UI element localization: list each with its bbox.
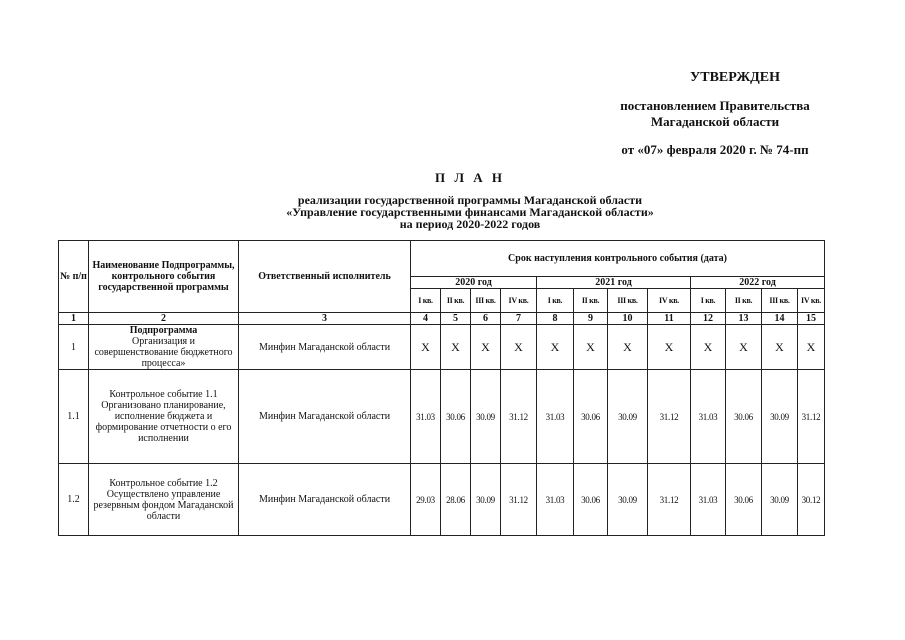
approval-title: УТВЕРЖДЕН: [689, 70, 781, 85]
column-number: 12: [691, 313, 726, 325]
row-number: 1: [59, 325, 89, 370]
row-number: 1.2: [59, 464, 89, 536]
row-value: Х: [798, 325, 825, 370]
row-value: 30.09: [471, 370, 501, 464]
column-number: 3: [239, 313, 411, 325]
header-executor: Ответственный исполнитель: [239, 241, 411, 313]
table-row: [59, 325, 825, 370]
row-executor: Минфин Магаданской области: [239, 325, 411, 370]
row-value: Х: [608, 325, 648, 370]
row-number: 1.1: [59, 370, 89, 464]
row-value: 31.12: [501, 370, 537, 464]
row-name-text: Организация и совершенствование бюджетного процесса»: [94, 336, 233, 369]
row-executor: Минфин Магаданской области: [239, 370, 411, 464]
header-quarter: II кв.: [726, 289, 762, 313]
row-value: 30.09: [608, 464, 648, 536]
header-year-2020: 2020 год: [411, 277, 537, 289]
column-number: 5: [441, 313, 471, 325]
row-name-bold: Подпрограмма: [129, 325, 198, 336]
row-value: 30.06: [441, 370, 471, 464]
plan-line-3: на период 2020-2022 годов: [399, 217, 541, 231]
row-value: 30.12: [798, 464, 825, 536]
header-quarter: IV кв.: [798, 289, 825, 313]
row-value: 30.09: [762, 464, 798, 536]
column-number: 13: [726, 313, 762, 325]
table-row: [59, 464, 825, 536]
row-value: Х: [648, 325, 691, 370]
approval-line-1: постановлением Правительства: [620, 98, 810, 113]
column-number: 8: [537, 313, 574, 325]
row-value: 31.12: [648, 370, 691, 464]
row-name: Контрольное событие 1.1 Организовано планирование, исполнение бюджета и формирование отчетности о его исполнении: [89, 370, 239, 464]
header-quarter: I кв.: [537, 289, 574, 313]
header-quarter: IV кв.: [501, 289, 537, 313]
row-value: 30.09: [608, 370, 648, 464]
header-name: Наименование Подпрограммы, контрольного события государственной программы: [89, 241, 239, 313]
column-number: 4: [411, 313, 441, 325]
approval-block: [585, 70, 845, 158]
row-executor: Минфин Магаданской области: [239, 464, 411, 536]
column-number: 11: [648, 313, 691, 325]
column-number: 10: [608, 313, 648, 325]
header-quarter: II кв.: [574, 289, 608, 313]
header-quarter: I кв.: [411, 289, 441, 313]
column-number: 15: [798, 313, 825, 325]
header-quarter: IV кв.: [648, 289, 691, 313]
table-row: [59, 370, 825, 464]
row-value: 30.06: [574, 370, 608, 464]
column-number: 2: [89, 313, 239, 325]
plan-line-2: «Управление государственными финансами Магаданской области»: [286, 205, 654, 219]
row-name: Контрольное событие 1.2 Осуществлено управление резервным фондом Магаданской области: [89, 464, 239, 536]
plan-line-1: реализации государственной программы Магаданской области: [297, 193, 643, 207]
header-number: № п/п: [59, 241, 89, 313]
column-number: 7: [501, 313, 537, 325]
row-value: Х: [691, 325, 726, 370]
row-value: 31.03: [411, 370, 441, 464]
row-value: 28.06: [441, 464, 471, 536]
row-value: Х: [411, 325, 441, 370]
row-value: Х: [574, 325, 608, 370]
header-quarter: I кв.: [691, 289, 726, 313]
approval-date: от «07» февраля 2020 г. № 74-пп: [621, 142, 809, 157]
row-value: 31.03: [691, 464, 726, 536]
row-value: Х: [726, 325, 762, 370]
column-number: 9: [574, 313, 608, 325]
plan-heading: [240, 172, 700, 230]
header-quarter: III кв.: [608, 289, 648, 313]
row-value: 29.03: [411, 464, 441, 536]
column-number: 6: [471, 313, 501, 325]
row-value: 30.06: [726, 370, 762, 464]
header-quarter: II кв.: [441, 289, 471, 313]
header-quarter: III кв.: [471, 289, 501, 313]
header-year-2022: 2022 год: [691, 277, 825, 289]
row-value: 31.12: [648, 464, 691, 536]
row-value: Х: [537, 325, 574, 370]
plan-title: П Л А Н: [434, 170, 506, 185]
row-value: Х: [501, 325, 537, 370]
column-number: 14: [762, 313, 798, 325]
row-value: 30.09: [762, 370, 798, 464]
row-value: Х: [762, 325, 798, 370]
row-value: 31.03: [537, 370, 574, 464]
column-number: 1: [59, 313, 89, 325]
row-value: Х: [471, 325, 501, 370]
header-year-2021: 2021 год: [537, 277, 691, 289]
row-value: 31.03: [691, 370, 726, 464]
row-value: Х: [441, 325, 471, 370]
header-quarter: III кв.: [762, 289, 798, 313]
row-value: 30.09: [471, 464, 501, 536]
header-deadline: Срок наступления контрольного события (дата): [411, 241, 825, 277]
row-value: 31.12: [501, 464, 537, 536]
approval-line-2: Магаданской области: [650, 114, 780, 129]
row-value: 31.03: [537, 464, 574, 536]
plan-table: [58, 240, 825, 536]
row-value: 30.06: [726, 464, 762, 536]
row-name: [89, 325, 239, 370]
row-value: 30.06: [574, 464, 608, 536]
row-value: 31.12: [798, 370, 825, 464]
